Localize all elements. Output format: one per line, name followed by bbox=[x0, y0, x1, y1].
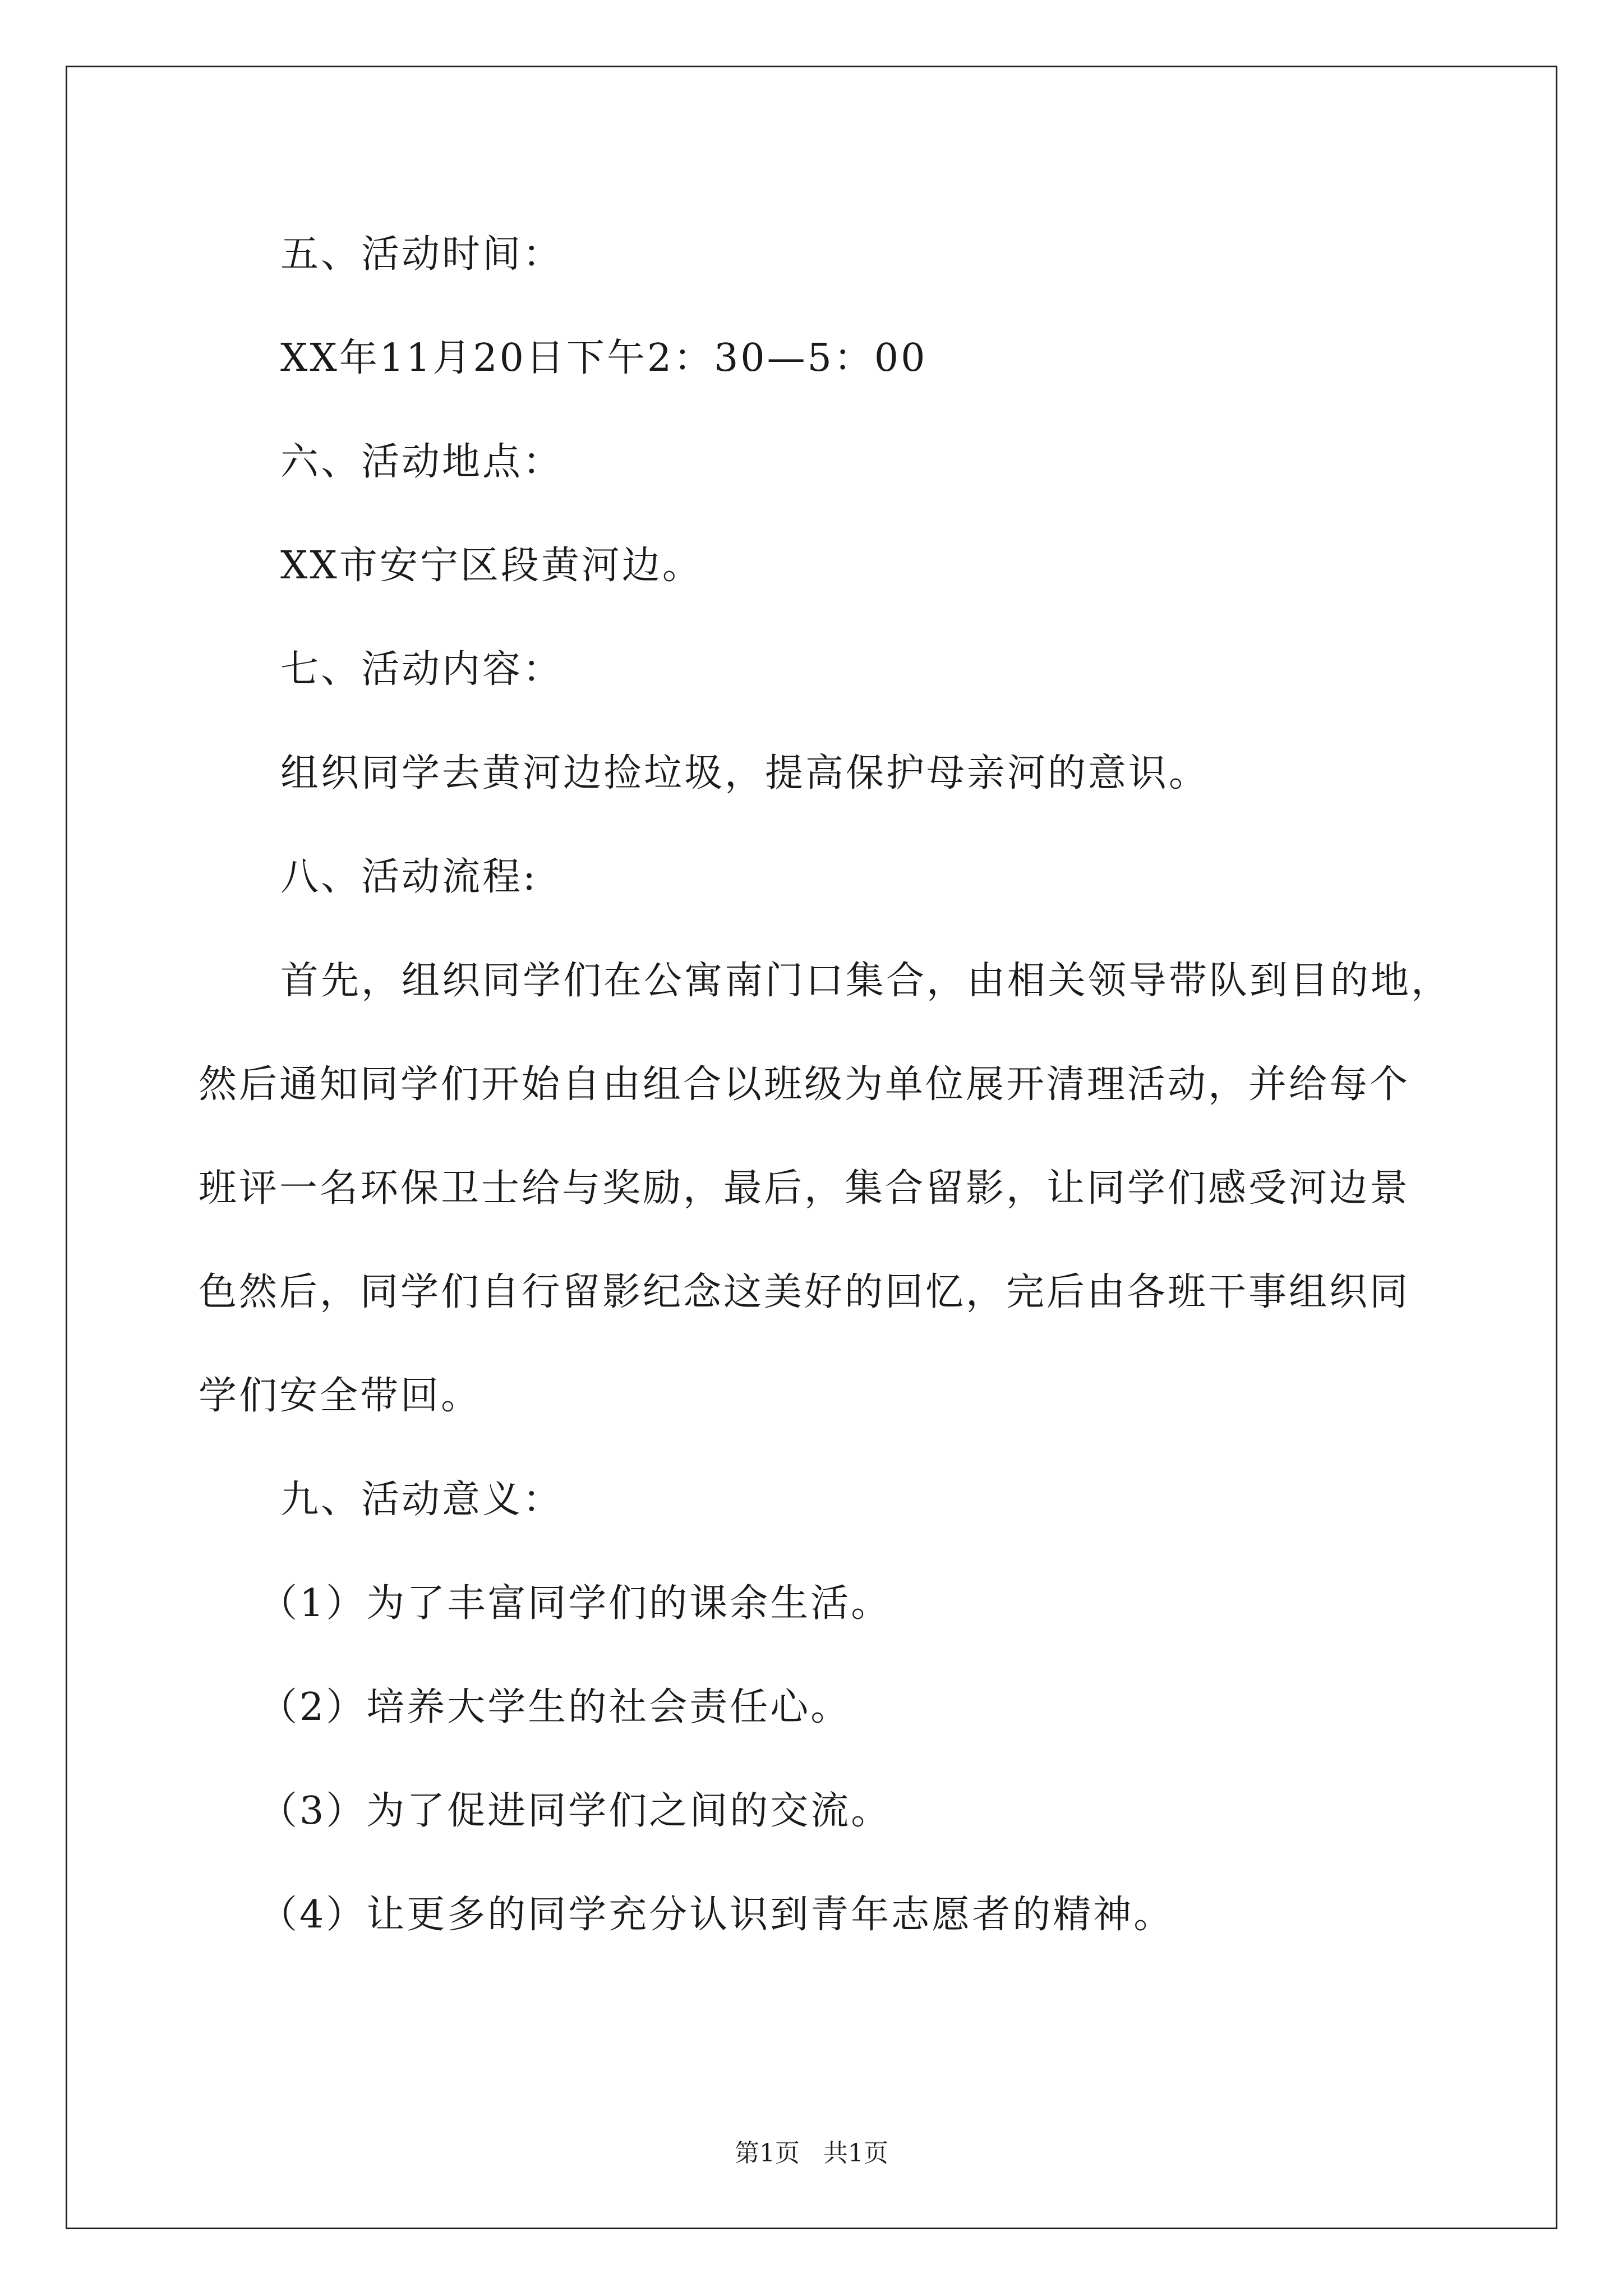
section-9-heading: 九、活动意义： bbox=[280, 1478, 564, 1522]
process-paragraph-line-5: 学们安全带回。 bbox=[199, 1374, 482, 1418]
process-paragraph-line-4: 色然后，同学们自行留影纪念这美好的回忆，完后由各班干事组织同 bbox=[199, 1270, 1410, 1314]
process-paragraph-line-3: 班评一名环保卫士给与奖励，最后，集合留影，让同学们感受河边景 bbox=[199, 1166, 1410, 1211]
significance-item-3: （3）为了促进同学们之间的交流。 bbox=[259, 1789, 892, 1833]
significance-item-1: （1）为了丰富同学们的课余生活。 bbox=[259, 1581, 892, 1626]
process-paragraph-line-2: 然后通知同学们开始自由组合以班级为单位展开清理活动，并给每个 bbox=[199, 1062, 1410, 1107]
activity-location-text: XX市安宁区段黄河边。 bbox=[280, 544, 703, 588]
page-number-footer: 第1页 共1页 bbox=[735, 2139, 888, 2168]
significance-item-2: （2）培养大学生的社会责任心。 bbox=[259, 1685, 851, 1729]
significance-item-4: （4）让更多的同学充分认识到青年志愿者的精神。 bbox=[259, 1893, 1174, 1937]
activity-content-text: 组织同学去黄河边捡垃圾，提高保护母亲河的意识。 bbox=[280, 751, 1210, 795]
section-8-heading: 八、活动流程: bbox=[280, 855, 538, 899]
process-paragraph-line-1: 首先，组织同学们在公寓南门口集合，由相关领导带队到目的地， bbox=[280, 959, 1452, 1003]
section-6-heading: 六、活动地点： bbox=[280, 440, 564, 484]
section-7-heading: 七、活动内容： bbox=[280, 647, 564, 692]
section-5-heading: 五、活动时间： bbox=[280, 232, 564, 277]
activity-time-text: XX年11月20日下午2：30—5：00 bbox=[280, 336, 928, 380]
